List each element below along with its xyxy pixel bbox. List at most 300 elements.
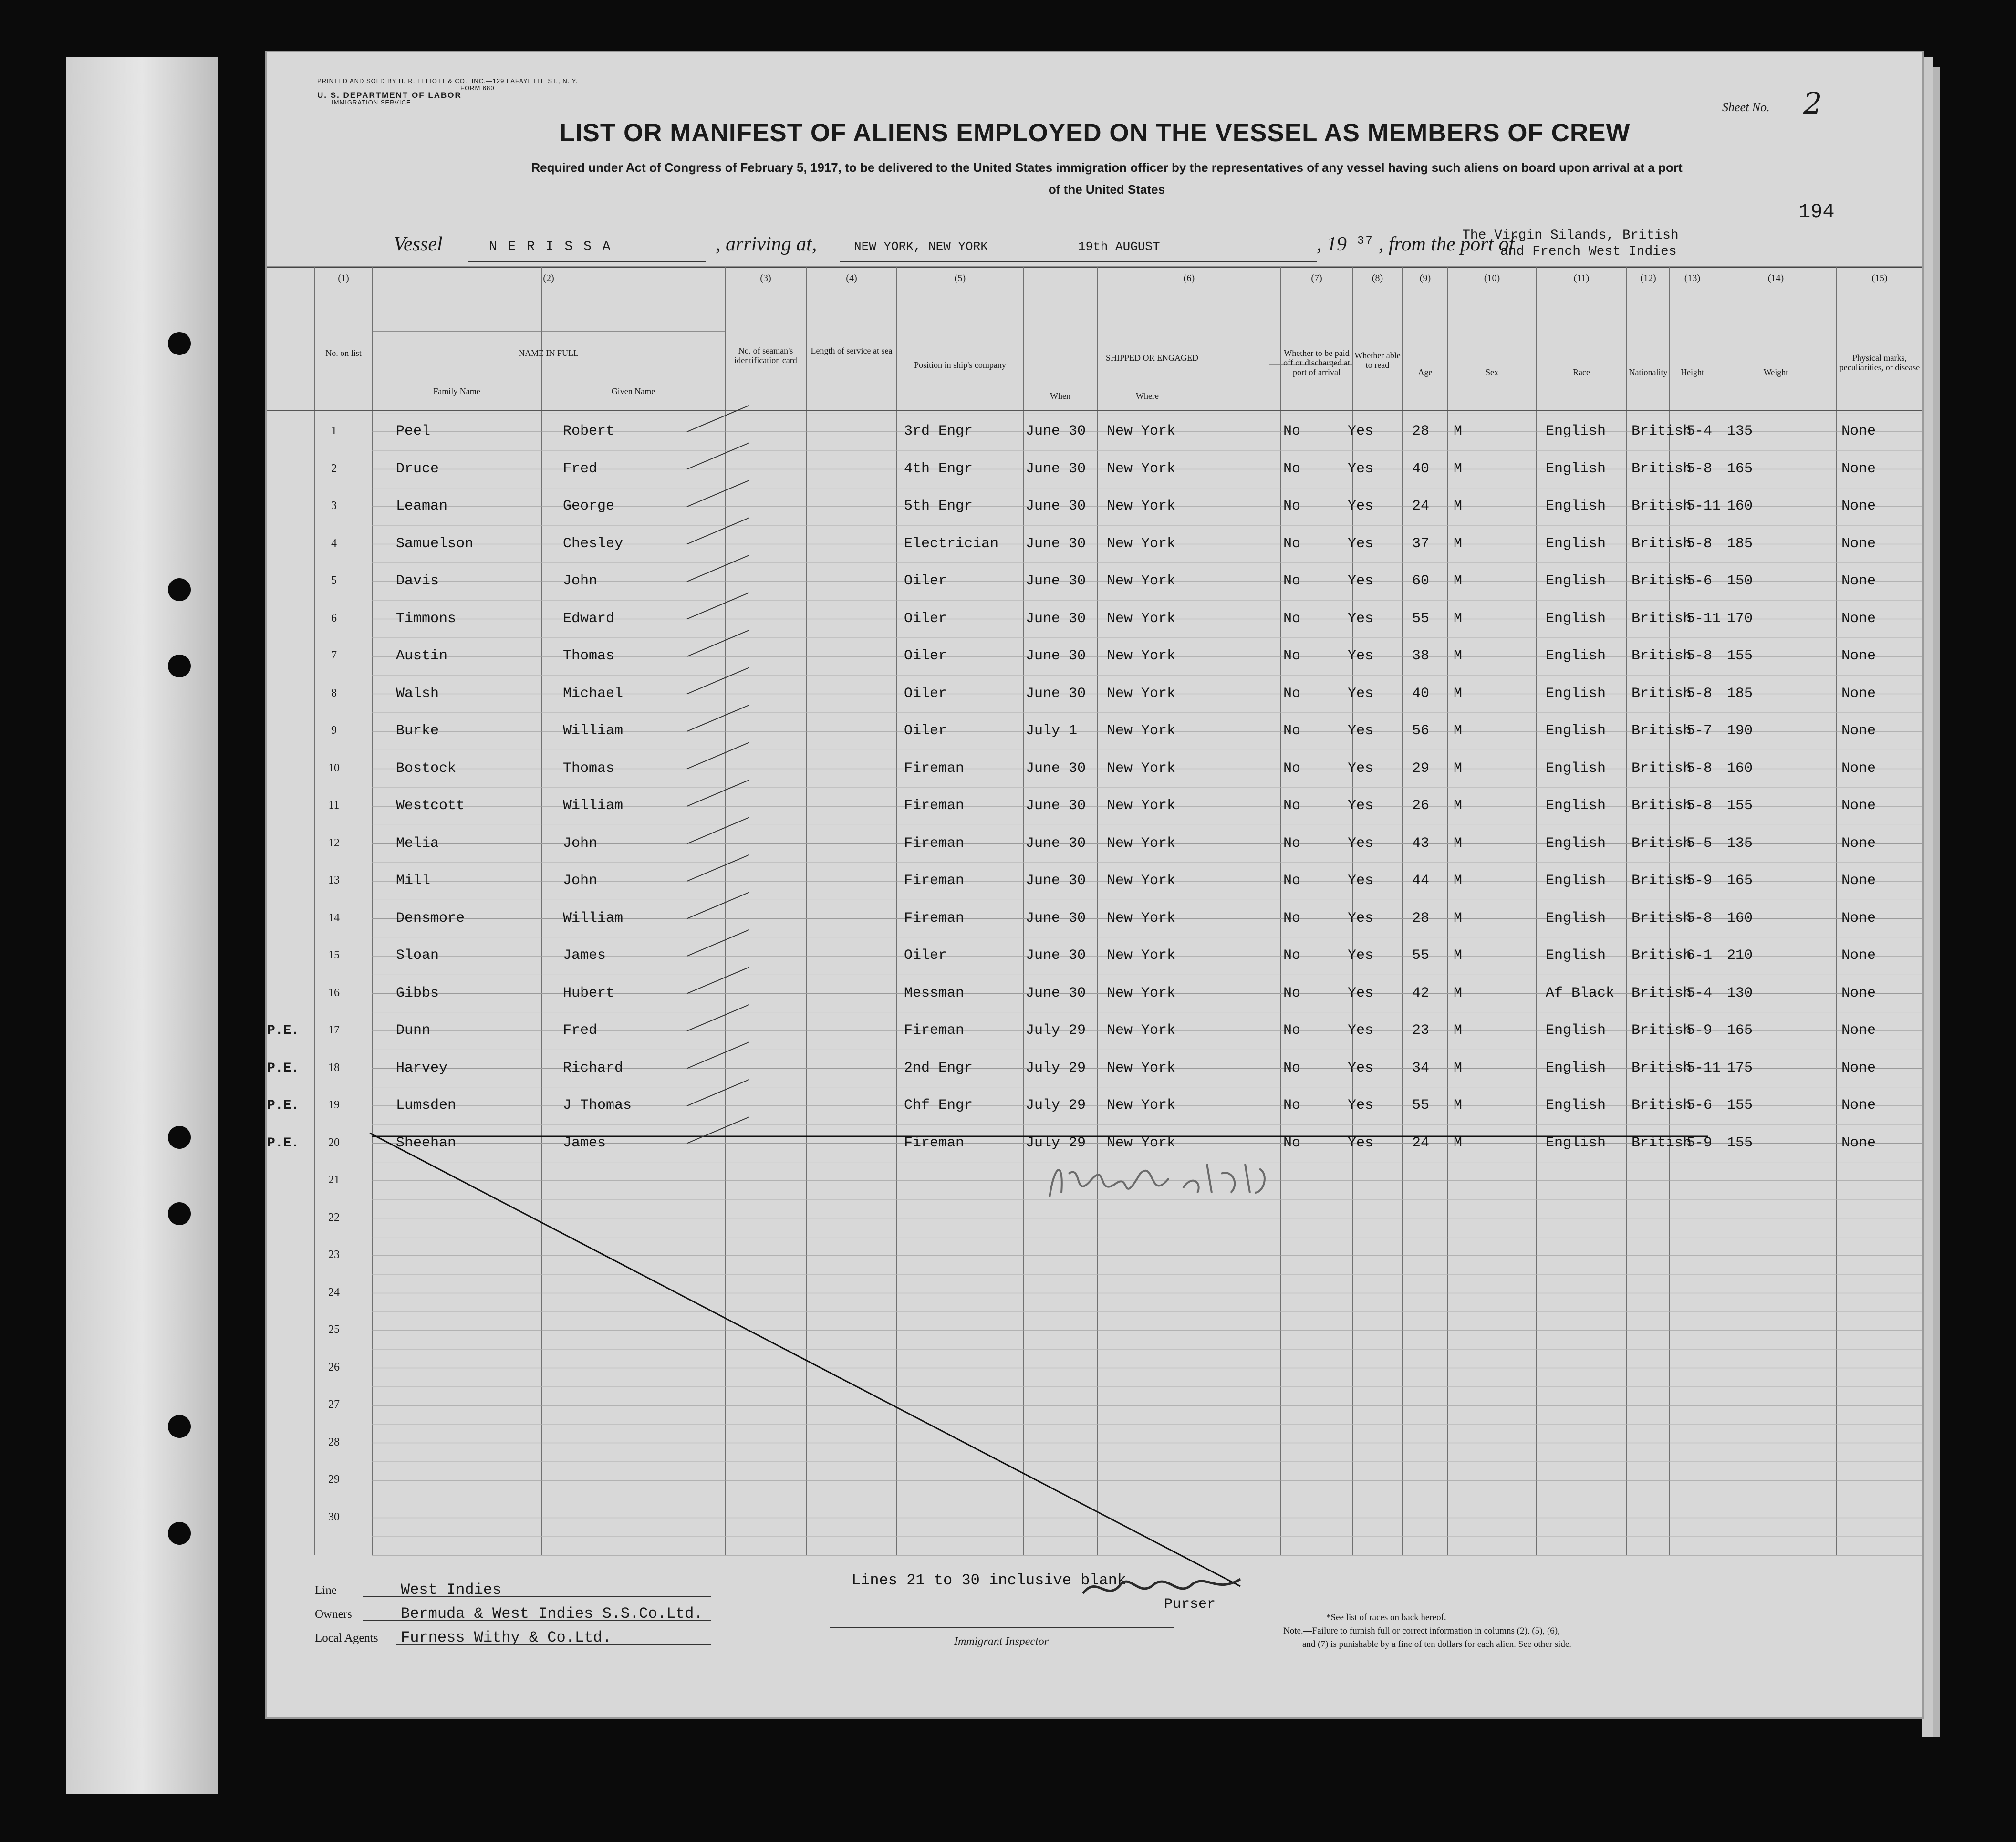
- cell-paid: No: [1283, 723, 1301, 739]
- cell-when: July 1: [1026, 723, 1078, 739]
- cell-race: English: [1546, 1060, 1606, 1076]
- id-check-mark: [687, 930, 749, 956]
- cell-race: English: [1546, 910, 1606, 926]
- cell-race: English: [1546, 1022, 1606, 1039]
- column-number: (4): [846, 273, 857, 283]
- cell-marks: None: [1841, 685, 1876, 702]
- page-title: LIST OR MANIFEST OF ALIENS EMPLOYED ON THE VESSEL AS MEMBERS OF CREW: [559, 119, 1631, 147]
- cell-position: Fireman: [904, 835, 965, 852]
- agents-label: Local Agents: [315, 1632, 378, 1644]
- cell-sex: M: [1454, 835, 1463, 852]
- cell-sex: M: [1454, 1097, 1463, 1114]
- printer-line: PRINTED AND SOLD BY H. R. ELLIOTT & CO., INC.—129 LAFAYETTE ST., N. Y.: [317, 77, 578, 84]
- cell-age: 42: [1412, 985, 1430, 1001]
- cell-family: Leaman: [396, 498, 448, 514]
- cell-paid: No: [1283, 498, 1301, 514]
- cell-sex: M: [1454, 1060, 1463, 1076]
- cell-weight: 185: [1727, 685, 1753, 702]
- cell-position: Fireman: [904, 1022, 965, 1039]
- cell-paid: No: [1283, 685, 1301, 702]
- column-number: (12): [1640, 273, 1656, 283]
- cell-position: Fireman: [904, 760, 965, 777]
- id-check-mark: [687, 893, 749, 919]
- row-number: 26: [328, 1361, 340, 1374]
- id-check-mark: [687, 968, 749, 994]
- cell-read: Yes: [1348, 1060, 1374, 1076]
- cell-height: 5-8: [1686, 760, 1713, 777]
- cell-where: New York: [1107, 947, 1176, 964]
- cell-read: Yes: [1348, 798, 1374, 814]
- cell-race: English: [1546, 1097, 1606, 1114]
- cell-family: Austin: [396, 648, 448, 664]
- cell-given: William: [563, 910, 624, 926]
- pe-mark: P.E.: [267, 1023, 300, 1038]
- cell-weight: 135: [1727, 423, 1753, 439]
- cell-weight: 185: [1727, 535, 1753, 552]
- cell-when: June 30: [1026, 535, 1086, 552]
- cell-race: English: [1546, 685, 1606, 702]
- cell-paid: No: [1283, 610, 1301, 627]
- cell-race: English: [1546, 610, 1606, 627]
- cell-sex: M: [1454, 610, 1463, 627]
- cell-sex: M: [1454, 910, 1463, 926]
- row-number: 5: [331, 574, 337, 587]
- id-check-mark: [687, 406, 749, 432]
- cell-age: 60: [1412, 573, 1430, 589]
- cell-weight: 170: [1727, 610, 1753, 627]
- row-number: 14: [328, 911, 340, 924]
- id-check-mark: [687, 518, 749, 544]
- row-number: 3: [331, 500, 337, 512]
- cell-age: 38: [1412, 648, 1430, 664]
- cell-paid: No: [1283, 760, 1301, 777]
- cell-read: Yes: [1348, 1134, 1374, 1151]
- row-number: 24: [328, 1286, 340, 1299]
- cell-age: 34: [1412, 1060, 1430, 1076]
- cell-nationality: British: [1632, 760, 1692, 777]
- cell-family: Sloan: [396, 947, 439, 964]
- cell-where: New York: [1107, 1022, 1176, 1039]
- id-check-mark: [687, 555, 749, 582]
- cell-nationality: British: [1632, 460, 1692, 477]
- line-underline: [363, 1596, 711, 1597]
- row-number: 11: [328, 799, 340, 812]
- cell-where: New York: [1107, 723, 1176, 739]
- cell-marks: None: [1841, 910, 1876, 926]
- row-number: 13: [328, 874, 340, 886]
- header-seaman-card: No. of seaman's identification card: [734, 346, 797, 365]
- cell-when: July 29: [1026, 1097, 1086, 1114]
- cell-marks: None: [1841, 798, 1876, 814]
- cell-position: Electrician: [904, 535, 999, 552]
- cell-nationality: British: [1632, 1097, 1692, 1114]
- pe-mark: P.E.: [267, 1098, 300, 1113]
- cell-given: John: [563, 835, 598, 852]
- cell-where: New York: [1107, 573, 1176, 589]
- cell-given: Fred: [563, 460, 598, 477]
- binder-hole: [168, 1126, 191, 1149]
- sheet-number: 2: [1803, 86, 1822, 121]
- penalty-note-1: Note.—Failure to furnish full or correct information in columns (2), (5), (6),: [1283, 1626, 1560, 1636]
- cell-marks: None: [1841, 610, 1876, 627]
- cell-family: Timmons: [396, 610, 457, 627]
- from-port-line-1: The Virgin Silands, British: [1462, 228, 1679, 243]
- cell-age: 55: [1412, 610, 1430, 627]
- cell-given: James: [563, 1134, 606, 1151]
- cell-height: 5-9: [1686, 1134, 1713, 1151]
- header-race: Race: [1573, 367, 1590, 377]
- owners-label: Owners: [315, 1608, 352, 1621]
- cell-when: June 30: [1026, 573, 1086, 589]
- cell-position: Oiler: [904, 573, 947, 589]
- cell-where: New York: [1107, 873, 1176, 889]
- cell-given: Thomas: [563, 648, 615, 664]
- cell-given: John: [563, 573, 598, 589]
- cell-nationality: British: [1632, 835, 1692, 852]
- cell-read: Yes: [1348, 498, 1374, 514]
- cell-family: Westcott: [396, 798, 465, 814]
- cell-height: 5-8: [1686, 460, 1713, 477]
- cell-when: June 30: [1026, 947, 1086, 964]
- cell-marks: None: [1841, 760, 1876, 777]
- cell-race: English: [1546, 573, 1606, 589]
- handwritten-signature: [1040, 1145, 1278, 1212]
- cell-height: 6-1: [1686, 947, 1713, 964]
- cell-weight: 165: [1727, 1022, 1753, 1039]
- service-name: IMMIGRATION SERVICE: [332, 99, 411, 106]
- cell-weight: 160: [1727, 760, 1753, 777]
- stamp-number: 194: [1798, 200, 1835, 223]
- cell-race: English: [1546, 423, 1606, 439]
- cell-sex: M: [1454, 873, 1463, 889]
- cell-when: June 30: [1026, 648, 1086, 664]
- row-number: 7: [331, 649, 337, 662]
- cell-height: 5-8: [1686, 685, 1713, 702]
- cell-when: June 30: [1026, 685, 1086, 702]
- cell-age: 40: [1412, 685, 1430, 702]
- column-number: (15): [1871, 273, 1888, 283]
- line-label: Line: [315, 1584, 337, 1597]
- row-number: 12: [328, 836, 340, 849]
- cell-height: 5-9: [1686, 873, 1713, 889]
- cell-nationality: British: [1632, 648, 1692, 664]
- cell-where: New York: [1107, 535, 1176, 552]
- cell-weight: 150: [1727, 573, 1753, 589]
- cell-weight: 160: [1727, 498, 1753, 514]
- from-port-label: , from the port of: [1379, 233, 1515, 255]
- cell-height: 5-8: [1686, 798, 1713, 814]
- manifest-page: [267, 52, 1922, 1717]
- cell-paid: No: [1283, 460, 1301, 477]
- id-check-mark: [687, 855, 749, 881]
- row-number: 6: [331, 612, 337, 624]
- cell-nationality: British: [1632, 985, 1692, 1001]
- cell-family: Davis: [396, 573, 439, 589]
- id-check-mark: [687, 593, 749, 619]
- row-number: 30: [328, 1510, 340, 1523]
- cell-paid: No: [1283, 947, 1301, 964]
- header-weight: Weight: [1763, 367, 1788, 377]
- header-when: When: [1050, 391, 1070, 401]
- cell-race: English: [1546, 760, 1606, 777]
- cell-sex: M: [1454, 1134, 1463, 1151]
- cell-read: Yes: [1348, 685, 1374, 702]
- cell-family: Samuelson: [396, 535, 474, 552]
- cell-where: New York: [1107, 610, 1176, 627]
- cell-family: Bostock: [396, 760, 457, 777]
- cell-family: Lumsden: [396, 1097, 457, 1114]
- id-check-mark: [687, 630, 749, 656]
- agents-value: Furness Withy & Co.Ltd.: [401, 1629, 612, 1646]
- id-check-mark: [687, 1042, 749, 1069]
- cell-nationality: British: [1632, 1022, 1692, 1039]
- cell-marks: None: [1841, 873, 1876, 889]
- cell-when: June 30: [1026, 873, 1086, 889]
- purser-label: Purser: [1164, 1596, 1216, 1613]
- cell-given: Thomas: [563, 760, 615, 777]
- cell-height: 5-9: [1686, 1022, 1713, 1039]
- cell-paid: No: [1283, 1022, 1301, 1039]
- cell-age: 55: [1412, 947, 1430, 964]
- cell-when: June 30: [1026, 985, 1086, 1001]
- header-name-in-full: NAME IN FULL: [519, 348, 579, 358]
- binder-hole: [168, 332, 191, 355]
- cell-position: Oiler: [904, 723, 947, 739]
- cell-marks: None: [1841, 947, 1876, 964]
- cell-read: Yes: [1348, 573, 1374, 589]
- cell-position: 5th Engr: [904, 498, 973, 514]
- column-number: (3): [760, 273, 771, 283]
- cell-weight: 155: [1727, 1097, 1753, 1114]
- cell-read: Yes: [1348, 648, 1374, 664]
- cell-weight: 155: [1727, 1134, 1753, 1151]
- cell-position: Oiler: [904, 947, 947, 964]
- cell-where: New York: [1107, 1134, 1176, 1151]
- header-physical-marks: Physical marks, peculiarities, or disease: [1839, 353, 1920, 372]
- column-number: (5): [954, 273, 966, 283]
- cell-race: Af Black: [1546, 985, 1615, 1001]
- cell-nationality: British: [1632, 873, 1692, 889]
- cell-family: Gibbs: [396, 985, 439, 1001]
- cell-family: Mill: [396, 873, 431, 889]
- cell-sex: M: [1454, 1022, 1463, 1039]
- cell-marks: None: [1841, 648, 1876, 664]
- cell-paid: No: [1283, 535, 1301, 552]
- binder-hole: [168, 1522, 191, 1545]
- cell-family: Melia: [396, 835, 439, 852]
- header-sex: Sex: [1486, 367, 1498, 377]
- header-family-name: Family Name: [433, 386, 480, 396]
- cell-given: William: [563, 723, 624, 739]
- header-given-name: Given Name: [611, 386, 655, 396]
- cell-weight: 155: [1727, 798, 1753, 814]
- header-height: Height: [1681, 367, 1704, 377]
- cell-weight: 130: [1727, 985, 1753, 1001]
- from-port-line-2: and French West Indies: [1500, 244, 1677, 259]
- cell-weight: 165: [1727, 460, 1753, 477]
- header-where: Where: [1136, 391, 1159, 401]
- column-number: (2): [543, 273, 554, 283]
- inspector-label: Immigrant Inspector: [954, 1635, 1049, 1648]
- id-check-mark: [687, 668, 749, 694]
- column-number: (7): [1311, 273, 1322, 283]
- page-edge: [1922, 57, 1933, 1737]
- row-number: 19: [328, 1099, 340, 1111]
- header-length-service: Length of service at sea: [811, 346, 893, 355]
- cell-race: English: [1546, 460, 1606, 477]
- row-number: 10: [328, 761, 340, 774]
- cell-weight: 190: [1727, 723, 1753, 739]
- cell-marks: None: [1841, 535, 1876, 552]
- row-number: 29: [328, 1473, 340, 1486]
- cell-when: June 30: [1026, 798, 1086, 814]
- cell-marks: None: [1841, 1022, 1876, 1039]
- sheet-label: Sheet No.: [1722, 100, 1770, 114]
- cell-when: June 30: [1026, 610, 1086, 627]
- cell-where: New York: [1107, 760, 1176, 777]
- cell-where: New York: [1107, 1060, 1176, 1076]
- id-check-mark: [687, 780, 749, 806]
- cell-given: Fred: [563, 1022, 598, 1039]
- column-number: (11): [1573, 273, 1590, 283]
- cell-where: New York: [1107, 910, 1176, 926]
- cell-marks: None: [1841, 723, 1876, 739]
- cell-family: Harvey: [396, 1060, 448, 1076]
- cell-nationality: British: [1632, 910, 1692, 926]
- cell-given: Chesley: [563, 535, 624, 552]
- cell-marks: None: [1841, 498, 1876, 514]
- row-number: 27: [328, 1398, 340, 1411]
- column-number: (6): [1183, 273, 1195, 283]
- cell-height: 5-6: [1686, 573, 1713, 589]
- cell-read: Yes: [1348, 610, 1374, 627]
- cell-given: Edward: [563, 610, 615, 627]
- page-edge: [1933, 67, 1940, 1737]
- cell-sex: M: [1454, 685, 1463, 702]
- cell-age: 23: [1412, 1022, 1430, 1039]
- arriving-port: NEW YORK, NEW YORK: [854, 239, 988, 254]
- cell-position: Fireman: [904, 910, 965, 926]
- header-nationality: Nationality: [1629, 367, 1668, 377]
- cell-read: Yes: [1348, 460, 1374, 477]
- cell-paid: No: [1283, 1060, 1301, 1076]
- cell-when: June 30: [1026, 423, 1086, 439]
- cell-where: New York: [1107, 423, 1176, 439]
- cell-position: 4th Engr: [904, 460, 973, 477]
- cell-race: English: [1546, 798, 1606, 814]
- penalty-note-2: and (7) is punishable by a fine of ten dollars for each alien. See other side.: [1302, 1639, 1572, 1649]
- cell-given: John: [563, 873, 598, 889]
- cell-age: 29: [1412, 760, 1430, 777]
- id-check-mark: [687, 443, 749, 469]
- cell-marks: None: [1841, 835, 1876, 852]
- cell-race: English: [1546, 498, 1606, 514]
- cell-read: Yes: [1348, 423, 1374, 439]
- cell-paid: No: [1283, 873, 1301, 889]
- cell-when: June 30: [1026, 835, 1086, 852]
- subtitle-line-1: Required under Act of Congress of February 5, 1917, to be delivered to the United States immigration officer by the representatives of any vessel having such aliens on board upon arrival at a port: [531, 160, 1683, 175]
- cell-height: 5-11: [1686, 1060, 1721, 1076]
- cell-family: Sheehan: [396, 1134, 457, 1151]
- department-name: U. S. DEPARTMENT OF LABOR: [317, 91, 462, 100]
- id-check-mark: [687, 705, 749, 731]
- cell-age: 55: [1412, 1097, 1430, 1114]
- year-label: , 19: [1317, 233, 1347, 255]
- form-number: FORM 680: [460, 84, 495, 92]
- cell-read: Yes: [1348, 760, 1374, 777]
- cell-where: New York: [1107, 985, 1176, 1001]
- cell-family: Burke: [396, 723, 439, 739]
- cell-read: Yes: [1348, 1022, 1374, 1039]
- column-number: (9): [1419, 273, 1431, 283]
- column-number: (13): [1684, 273, 1701, 283]
- row-number: 21: [328, 1174, 340, 1186]
- header-able-read: Whether able to read: [1354, 351, 1401, 370]
- cell-nationality: British: [1632, 947, 1692, 964]
- binder-hole: [168, 655, 191, 677]
- cell-read: Yes: [1348, 723, 1374, 739]
- cell-paid: No: [1283, 985, 1301, 1001]
- owners-underline: [363, 1620, 711, 1621]
- cell-age: 28: [1412, 910, 1430, 926]
- header-no-on-list: No. on list: [325, 348, 362, 358]
- cell-where: New York: [1107, 685, 1176, 702]
- cell-given: Michael: [563, 685, 624, 702]
- header-shipped-engaged: SHIPPED OR ENGAGED: [1105, 353, 1198, 363]
- cell-paid: No: [1283, 1097, 1301, 1114]
- column-number: (14): [1767, 273, 1784, 283]
- cell-age: 28: [1412, 423, 1430, 439]
- cell-sex: M: [1454, 798, 1463, 814]
- cell-weight: 210: [1727, 947, 1753, 964]
- cell-height: 5-8: [1686, 910, 1713, 926]
- cell-race: English: [1546, 723, 1606, 739]
- cell-nationality: British: [1632, 798, 1692, 814]
- cell-marks: None: [1841, 423, 1876, 439]
- cell-when: July 29: [1026, 1060, 1086, 1076]
- row-number: 22: [328, 1211, 340, 1224]
- pe-mark: P.E.: [267, 1135, 300, 1151]
- cell-sex: M: [1454, 947, 1463, 964]
- cell-sex: M: [1454, 535, 1463, 552]
- cell-height: 5-4: [1686, 985, 1713, 1001]
- cell-family: Walsh: [396, 685, 439, 702]
- row-number: 20: [328, 1136, 340, 1149]
- cell-nationality: British: [1632, 573, 1692, 589]
- agents-underline: [396, 1644, 711, 1645]
- cell-nationality: British: [1632, 498, 1692, 514]
- cell-nationality: British: [1632, 535, 1692, 552]
- cell-given: J Thomas: [563, 1097, 632, 1114]
- cell-paid: No: [1283, 1134, 1301, 1151]
- cell-sex: M: [1454, 460, 1463, 477]
- cell-position: Oiler: [904, 610, 947, 627]
- cell-height: 5-11: [1686, 498, 1721, 514]
- cell-nationality: British: [1632, 1060, 1692, 1076]
- cell-when: July 29: [1026, 1134, 1086, 1151]
- cell-family: Druce: [396, 460, 439, 477]
- cell-age: 43: [1412, 835, 1430, 852]
- cell-position: Messman: [904, 985, 965, 1001]
- cell-given: Hubert: [563, 985, 615, 1001]
- id-check-mark: [687, 1080, 749, 1106]
- cell-given: William: [563, 798, 624, 814]
- cell-age: 24: [1412, 498, 1430, 514]
- cell-nationality: British: [1632, 610, 1692, 627]
- cell-when: June 30: [1026, 498, 1086, 514]
- row-number: 25: [328, 1323, 340, 1336]
- cell-paid: No: [1283, 573, 1301, 589]
